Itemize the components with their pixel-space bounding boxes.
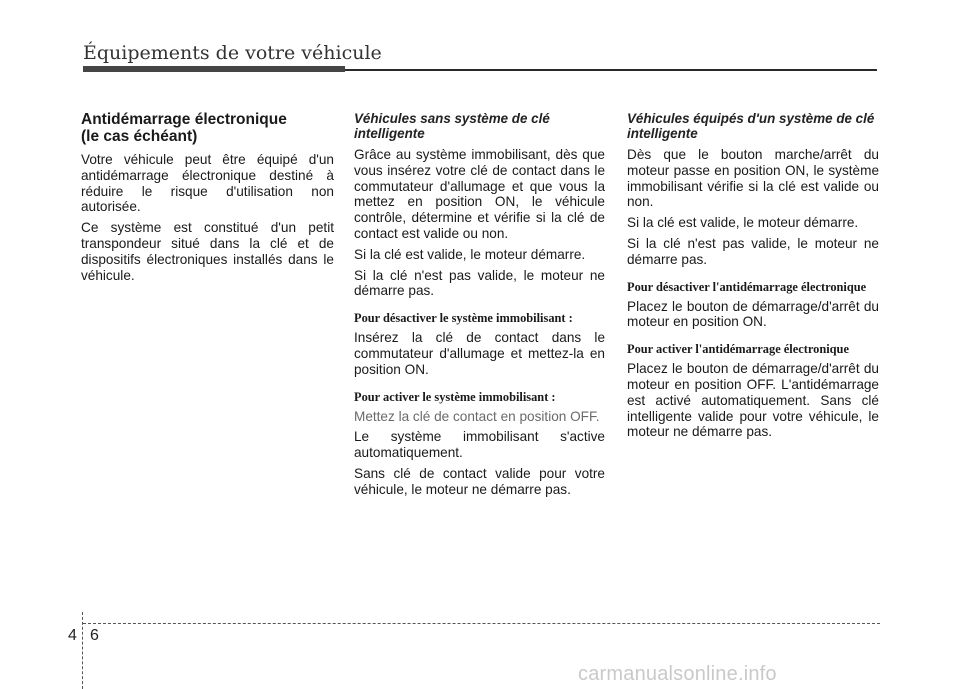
paragraph: Placez le bouton de démarrage/d'arrêt du moteur en position OFF. L'antidémarrage est activé automatiquement. Sans clé intelligente valide pour votre véhicule, le moteur ne démarre pas. bbox=[627, 361, 879, 440]
paragraph: Le système immobilisant s'active automatiquement. bbox=[354, 429, 605, 461]
paragraph: Si la clé n'est pas valide, le moteur ne démarre pas. bbox=[627, 235, 879, 267]
instruction-heading: Pour désactiver l'antidémarrage électronique bbox=[627, 279, 867, 294]
heading-line-1: Antidémarrage électronique bbox=[81, 111, 287, 128]
page-number: 6 bbox=[90, 627, 99, 644]
paragraph: Insérez la clé de contact dans le commutateur d'allumage et mettez-la en position ON. bbox=[354, 330, 605, 377]
paragraph: Sans clé de contact valide pour votre véhicule, le moteur ne démarre pas. bbox=[354, 465, 605, 497]
footer-rule bbox=[83, 623, 880, 624]
paragraph: Grâce au système immobilisant, dès que vous insérez votre clé de contact dans le commutateur d'allumage et que vous la mettez en position ON, le véhicule contrôle, détermine et vérifie si la clé de contact est valide ou non. bbox=[354, 147, 605, 241]
paragraph: Si la clé est valide, le moteur démarre. bbox=[627, 215, 859, 231]
subsection-heading: Véhicules équipés d'un système de clé intelligente bbox=[627, 111, 875, 141]
heading-line-2: (le cas échéant) bbox=[81, 128, 198, 145]
column-immobilizer-intro bbox=[81, 111, 334, 288]
column-with-smart-key bbox=[627, 111, 879, 445]
footer-divider bbox=[82, 612, 83, 689]
paragraph: Votre véhicule peut être équipé d'un antidémarrage électronique destiné à réduire le risque d'utilisation non autorisée. bbox=[81, 152, 334, 215]
paragraph: Dès que le bouton marche/arrêt du moteur passe en position ON, le système immobilisant vérifie si la clé est valide ou non. bbox=[627, 147, 879, 210]
page-header-title: Équipements de votre véhicule bbox=[83, 42, 382, 64]
section-heading bbox=[81, 111, 334, 145]
header-bar bbox=[83, 66, 345, 72]
instruction-heading: Pour activer l'antidémarrage électronique bbox=[627, 342, 849, 357]
instruction-heading: Pour activer le système immobilisant : bbox=[354, 389, 556, 404]
paragraph: Mettez la clé de contact en position OFF. bbox=[354, 408, 600, 424]
column-without-smart-key bbox=[354, 111, 605, 503]
paragraph: Si la clé n'est pas valide, le moteur ne démarre pas. bbox=[354, 267, 605, 299]
paragraph: Si la clé est valide, le moteur démarre. bbox=[354, 246, 586, 262]
header-rule bbox=[345, 69, 877, 71]
section-number: 4 bbox=[68, 627, 77, 644]
watermark: carmanualsonline.info bbox=[578, 663, 777, 685]
instruction-heading: Pour désactiver le système immobilisant : bbox=[354, 311, 573, 326]
paragraph: Placez le bouton de démarrage/d'arrêt du moteur en position ON. bbox=[627, 298, 879, 330]
subsection-heading: Véhicules sans système de clé intelligente bbox=[354, 111, 550, 141]
paragraph: Ce système est constitué d'un petit transpondeur situé dans la clé et de dispositifs électroniques installés dans le véhicule. bbox=[81, 220, 334, 283]
